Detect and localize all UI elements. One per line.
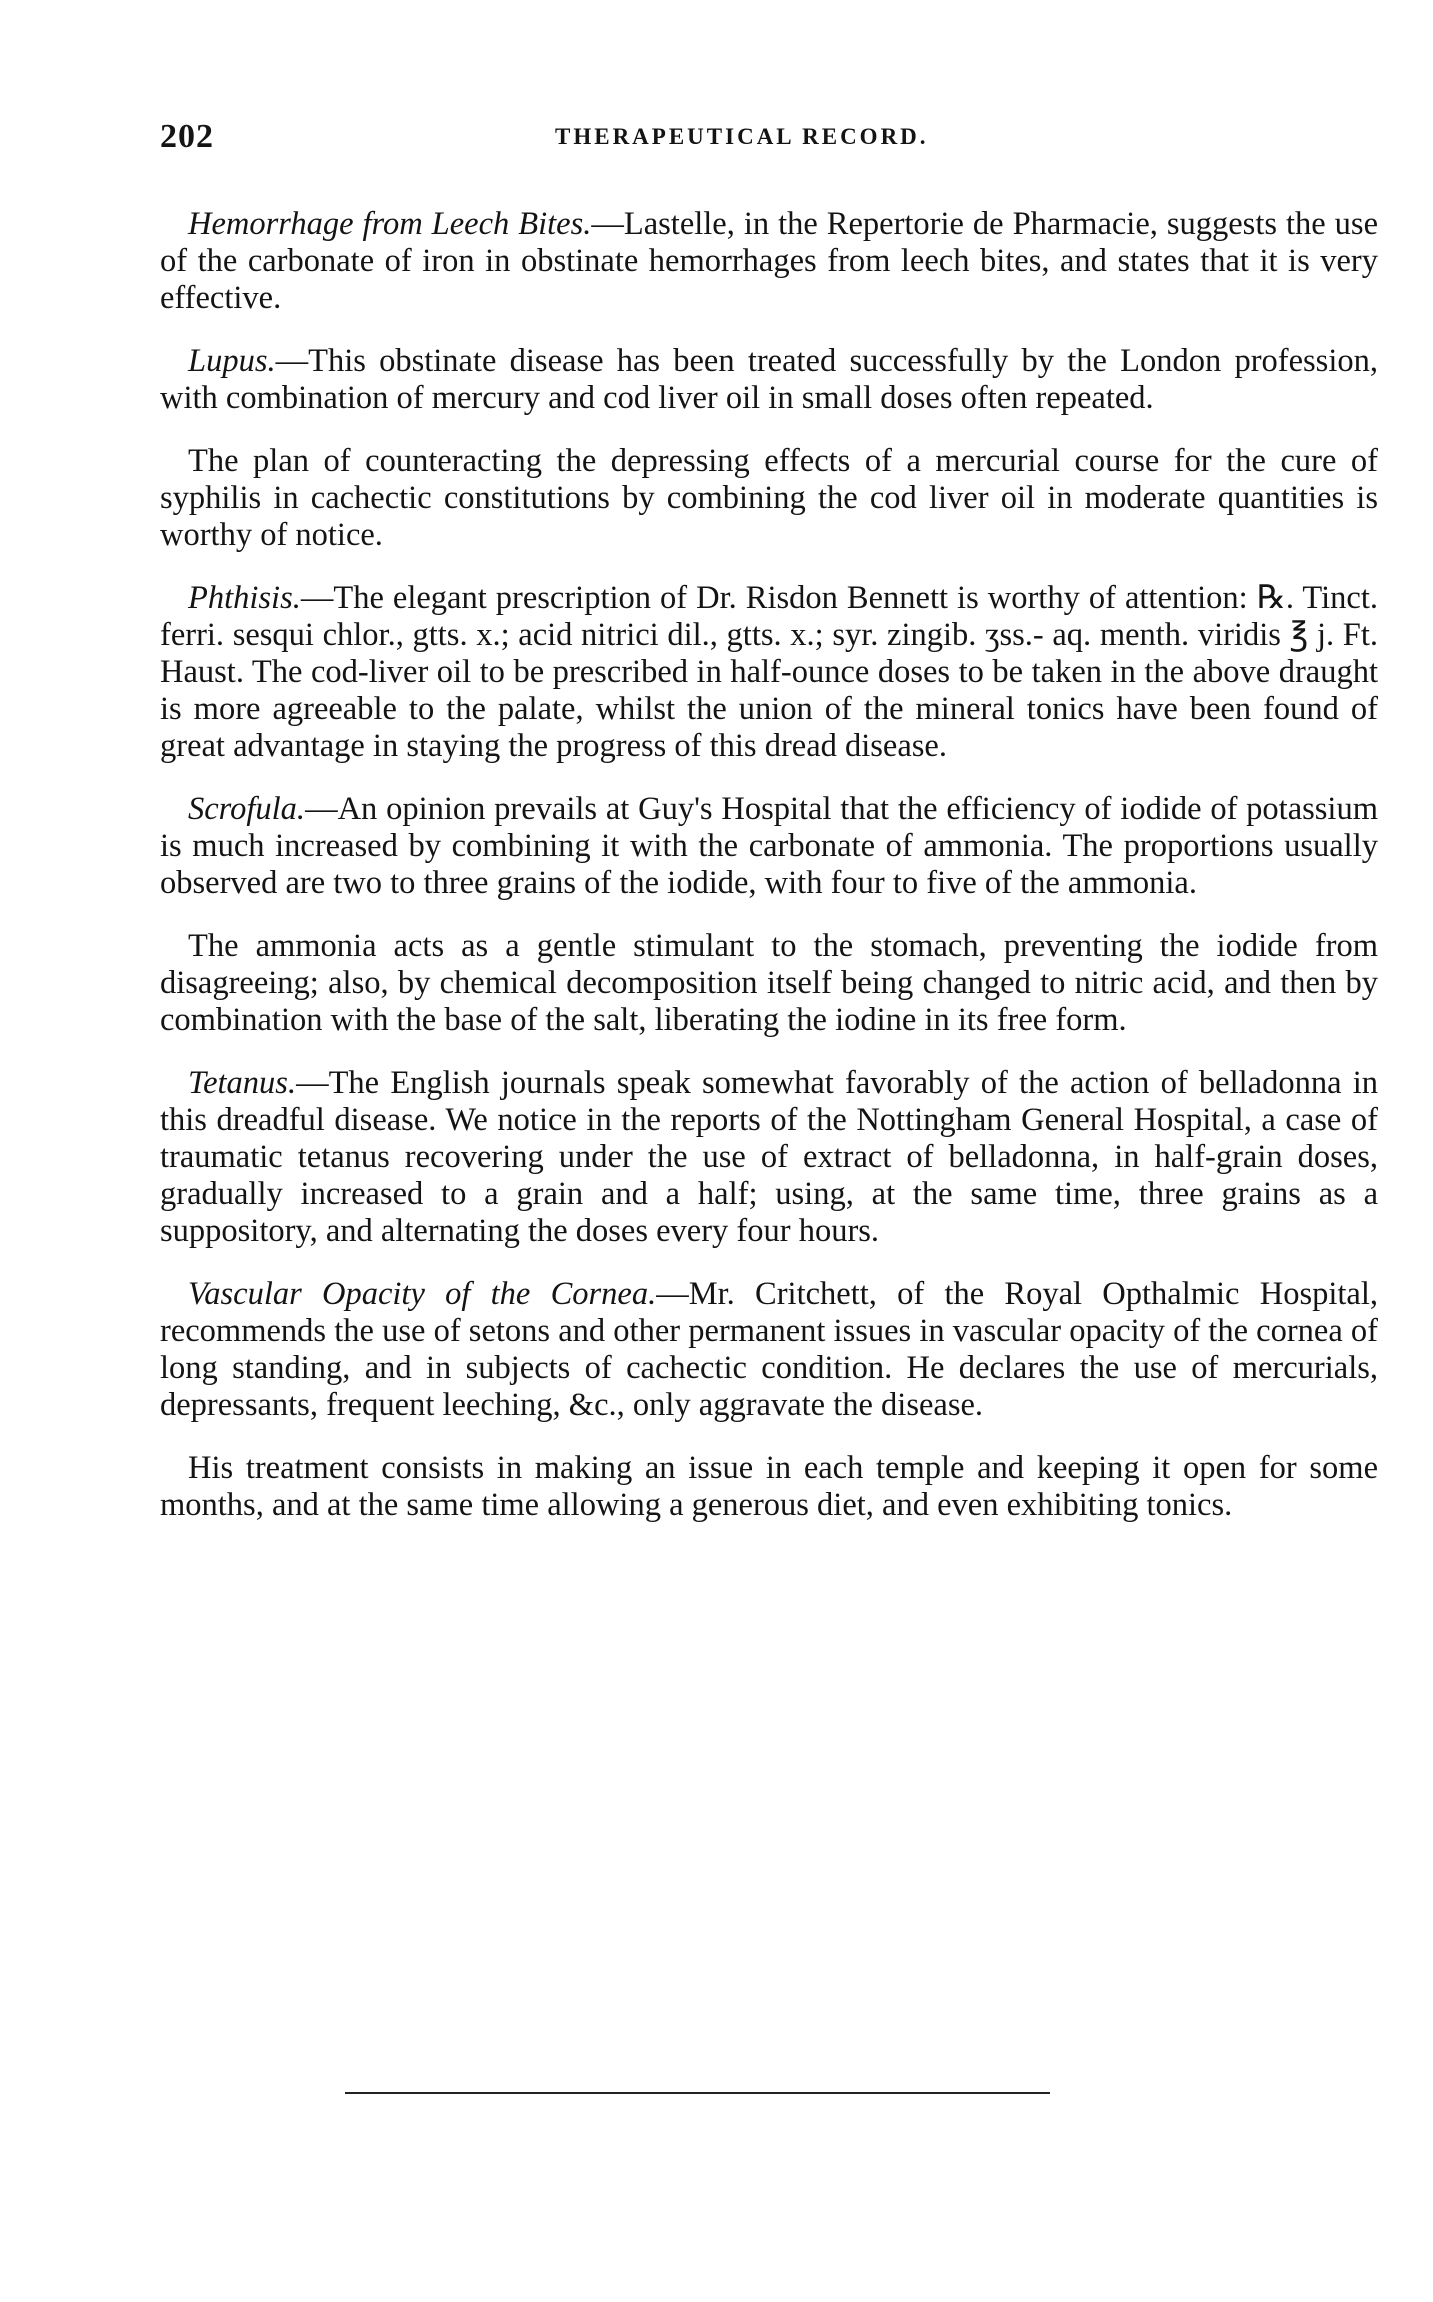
paragraph-phthisis (160, 580, 1378, 765)
footer-rule (345, 2092, 1050, 2094)
paragraph-text: —Mr. Critchett, of the Royal Opthalmic Hospital, recommends the use of setons and other permanent issues in vascular opacity of the cornea of long standing, and in subjects of cachectic condition. He declares the use of mercurials, depressants, frequent leeching, &c., only aggravate the disease. (160, 1276, 1378, 1423)
paragraph-text: —The elegant prescription of Dr. Risdon Bennett is worthy of attention: ℞. Tinct. ferri. sesqui chlor., gtts. x.; acid nitrici dil., gtts. x.; syr. zingib. ʒss.- aq. menth. viridis ℥ j. Ft. Haust. The cod-liver oil to be prescribed in half-ounce doses to be taken in the above draught is more agreeable to the palate, whilst the union of the mineral tonics have been found of great advantage in staying the progress of this dread disease. (160, 580, 1378, 764)
running-head (160, 118, 1378, 158)
running-title: THERAPEUTICAL RECORD. (555, 124, 929, 149)
page-number: 202 (160, 118, 214, 155)
paragraph-mercurial-course (160, 443, 1378, 554)
section-heading: Vascular Opacity of the Cornea. (188, 1276, 657, 1312)
section-heading: Tetanus. (188, 1065, 297, 1101)
paragraph-tetanus (160, 1065, 1378, 1250)
paragraph-ammonia (160, 928, 1378, 1039)
paragraph-scrofula (160, 791, 1378, 902)
paragraph-treatment (160, 1450, 1378, 1524)
paragraph-text: His treatment consists in making an issue in each temple and keeping it open for some months, and at the same time allowing a generous diet, and even exhibiting tonics. (160, 1450, 1378, 1523)
paragraph-text: —The English journals speak somewhat favorably of the action of belladonna in this dreadful disease. We notice in the reports of the Nottingham General Hospital, a case of traumatic tetanus recovering under the use of extract of belladonna, in half-grain doses, gradually increased to a grain and a half; using, at the same time, three grains as a suppository, and alternating the doses every four hours. (160, 1065, 1378, 1249)
paragraph-text: The plan of counteracting the depressing effects of a mercurial course for the cure of syphilis in cachectic constitutions by combining the cod liver oil in moderate quantities is worthy of notice. (160, 443, 1378, 553)
page (160, 118, 1378, 1550)
paragraph-text: —Lastelle, in the Repertorie de Pharmacie, suggests the use of the carbonate of iron in obstinate hemorrhages from leech bites, and states that it is very effective. (160, 206, 1378, 316)
section-heading: Hemorrhage from Leech Bites. (188, 206, 592, 242)
paragraph-text: The ammonia acts as a gentle stimulant to the stomach, preventing the iodide from disagreeing; also, by chemical decomposition itself being changed to nitric acid, and then by combination with the base of the salt, liberating the iodine in its free form. (160, 928, 1378, 1038)
section-heading: Lupus. (188, 343, 276, 379)
paragraph-lupus (160, 343, 1378, 417)
paragraph-text: —An opinion prevails at Guy's Hospital that the efficiency of iodide of potassium is much increased by combining it with the carbonate of ammonia. The proportions usually observed are two to three grains of the iodide, with four to five of the ammonia. (160, 791, 1378, 901)
paragraph-cornea (160, 1276, 1378, 1424)
section-heading: Phthisis. (188, 580, 301, 616)
paragraph-text: —This obstinate disease has been treated successfully by the London profession, with combination of mercury and cod liver oil in small doses often repeated. (160, 343, 1378, 416)
paragraph-hemorrhage (160, 206, 1378, 317)
section-heading: Scrofula. (188, 791, 306, 827)
